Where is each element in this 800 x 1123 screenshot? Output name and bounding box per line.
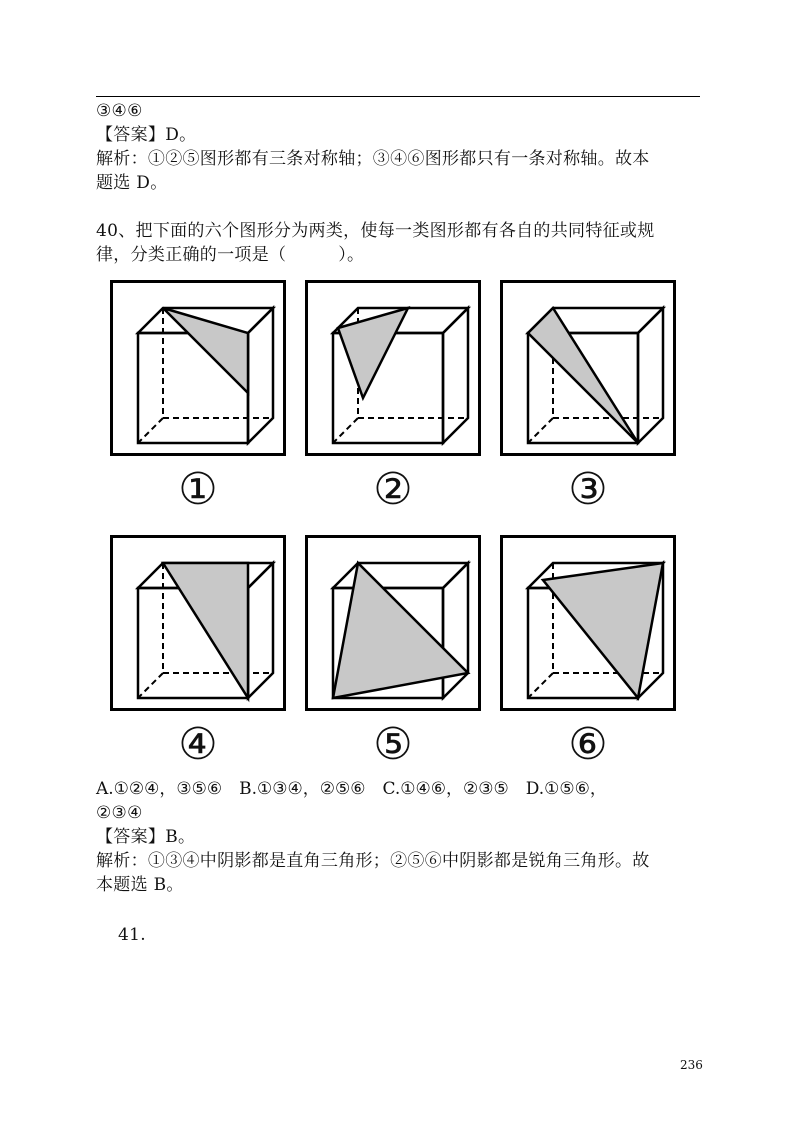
- figure-5-label: ⑤: [373, 719, 413, 770]
- q40-analysis-line-2: 本题选 B。: [96, 875, 184, 895]
- q40-analysis-line-1: 解析：①③④中阴影都是直角三角形；②⑤⑥中阴影都是锐角三角形。故: [96, 851, 650, 871]
- q40-answer: 【答案】B。: [96, 827, 196, 847]
- page-number: 236: [680, 1058, 703, 1072]
- figure-2: [305, 280, 481, 456]
- figure-1: [110, 280, 286, 456]
- prev-analysis-line-1: 解析：①②⑤图形都有三条对称轴；③④⑥图形都只有一条对称轴。故本: [96, 149, 650, 169]
- q40-stem-line-2: 律，分类正确的一项是（ ）。: [96, 245, 365, 265]
- q40-options-line-2: ②③④: [96, 803, 143, 823]
- figure-6-label: ⑥: [568, 719, 608, 770]
- header-rule: [96, 96, 700, 97]
- q41-number: 41.: [118, 925, 146, 945]
- figure-3-label: ③: [568, 464, 608, 515]
- figure-4: [110, 535, 286, 711]
- q40-options-line-1: A.①②④，③⑤⑥ B.①③④，②⑤⑥ C.①④⑥，②③⑤ D.①⑤⑥，: [96, 779, 607, 799]
- figure-6: [500, 535, 676, 711]
- figure-4-label: ④: [178, 719, 218, 770]
- q40-stem-line-1: 40、把下面的六个图形分为两类，使每一类图形都有各自的共同特征或规: [96, 221, 655, 241]
- figure-2-label: ②: [373, 464, 413, 515]
- figure-1-label: ①: [178, 464, 218, 515]
- prev-options-tail: ③④⑥: [96, 101, 143, 121]
- prev-analysis-line-2: 题选 D。: [96, 173, 168, 193]
- prev-answer: 【答案】D。: [96, 125, 197, 145]
- figure-5: [305, 535, 481, 711]
- figure-3: [500, 280, 676, 456]
